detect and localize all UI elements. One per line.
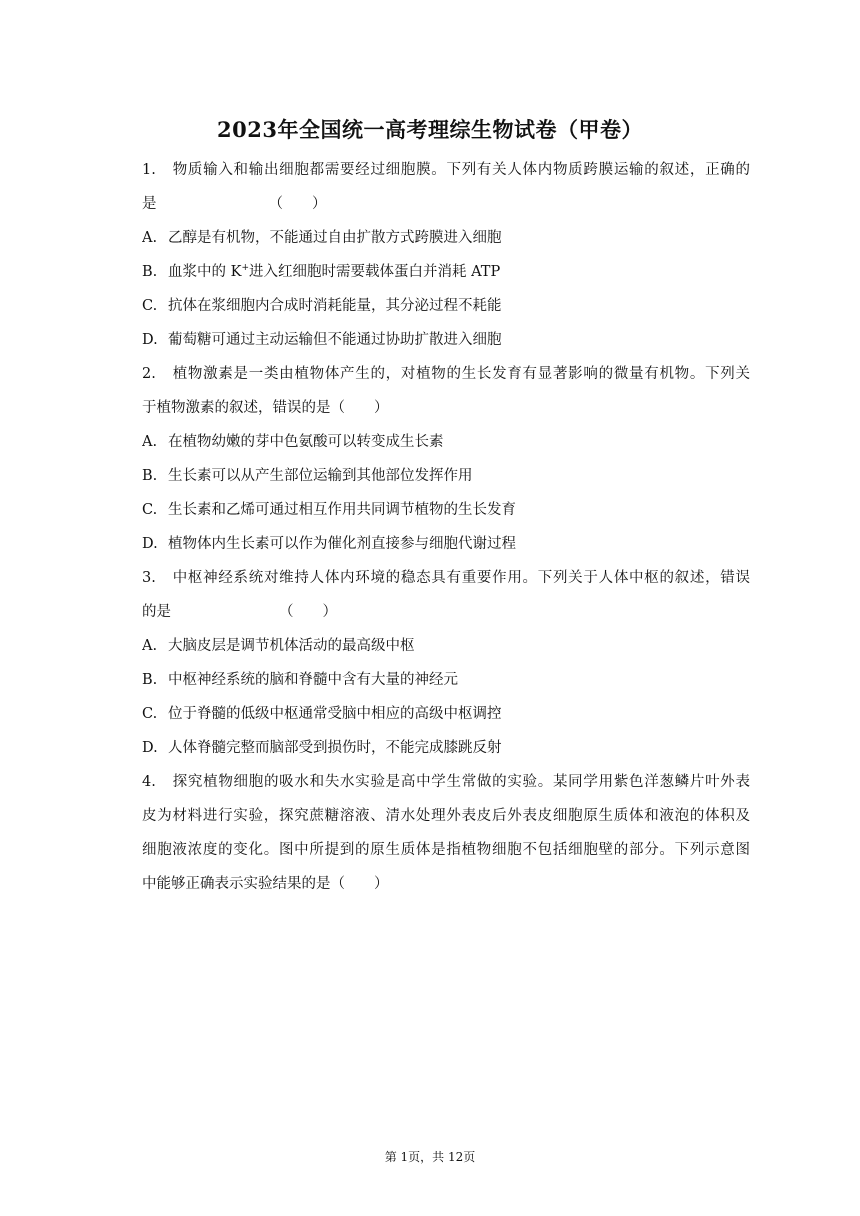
question-1-stem-line-1: 1. 物质输入和输出细胞都需要经过细胞膜。下列有关人体内物质跨膜运输的叙述，正确的: [142, 153, 750, 187]
question-4-stem-line-2: 皮为材料进行实验，探究蔗糖溶液、清水处理外表皮后外表皮细胞原生质体和液泡的体积及: [142, 808, 750, 824]
page-title: 2023年全国统一高考理综生物试卷（甲卷）: [217, 117, 643, 142]
question-1-option-b: B. 血浆中的 K+进入红细胞时需要载体蛋白并消耗 ATP: [142, 263, 501, 280]
question-4-stem-line-3: 细胞液浓度的变化。图中所提到的原生质体是指植物细胞不包括细胞壁的部分。下列示意图: [142, 842, 750, 858]
question-list: [142, 153, 750, 901]
question-1-number: 1.: [142, 162, 156, 178]
question-2-number: 2.: [142, 366, 156, 382]
question-3-option-b: B. 中枢神经系统的脑和脊髓中含有大量的神经元: [142, 672, 458, 688]
question-1-stem-line-2: 是 （ ）: [142, 187, 750, 221]
question-4-stem-line-1: 4. 探究植物细胞的吸水和失水实验是高中学生常做的实验。某同学用紫色洋葱鳞片叶外表: [142, 765, 750, 799]
question-2-option-b: B. 生长素可以从产生部位运输到其他部位发挥作用: [142, 468, 473, 484]
question-3-option-c: C. 位于脊髓的低级中枢通常受脑中相应的高级中枢调控: [142, 706, 502, 722]
answer-paren: （ ）: [268, 196, 327, 212]
question-2-option-a: A. 在植物幼嫩的芽中色氨酸可以转变成生长素: [142, 434, 444, 450]
answer-paren: （ ）: [279, 604, 337, 620]
question-2-stem-line-2: 于植物激素的叙述，错误的是（ ）: [142, 400, 389, 416]
question-2-option-c: C. 生长素和乙烯可通过相互作用共同调节植物的生长发育: [142, 502, 516, 518]
question-3-option-d: D. 人体脊髓完整而脑部受到损伤时，不能完成膝跳反射: [142, 740, 502, 756]
question-1-option-d: D. 葡萄糖可通过主动运输但不能通过协助扩散进入细胞: [142, 332, 502, 348]
question-1-option-c: C. 抗体在浆细胞内合成时消耗能量，其分泌过程不耗能: [142, 298, 502, 314]
question-4-number: 4.: [142, 774, 156, 790]
question-4-stem-line-4: 中能够正确表示实验结果的是（ ）: [142, 876, 389, 892]
question-1-option-a: A. 乙醇是有机物，不能通过自由扩散方式跨膜进入细胞: [142, 230, 502, 246]
question-3-number: 3.: [142, 570, 156, 586]
question-3-stem-line-1: 3. 中枢神经系统对维持人体内环境的稳态具有重要作用。下列关于人体中枢的叙述，错误: [142, 561, 750, 595]
page-footer: 第 1页，共 12页: [384, 1150, 476, 1164]
question-2-stem-line-1: 2. 植物激素是一类由植物体产生的，对植物的生长发育有显著影响的微量有机物。下列关: [142, 357, 750, 391]
question-3-option-a: A. 大脑皮层是调节机体活动的最高级中枢: [142, 638, 415, 654]
question-2-option-d: D. 植物体内生长素可以作为催化剂直接参与细胞代谢过程: [142, 536, 516, 552]
question-3-stem-line-2: 的是 （ ）: [142, 595, 750, 629]
